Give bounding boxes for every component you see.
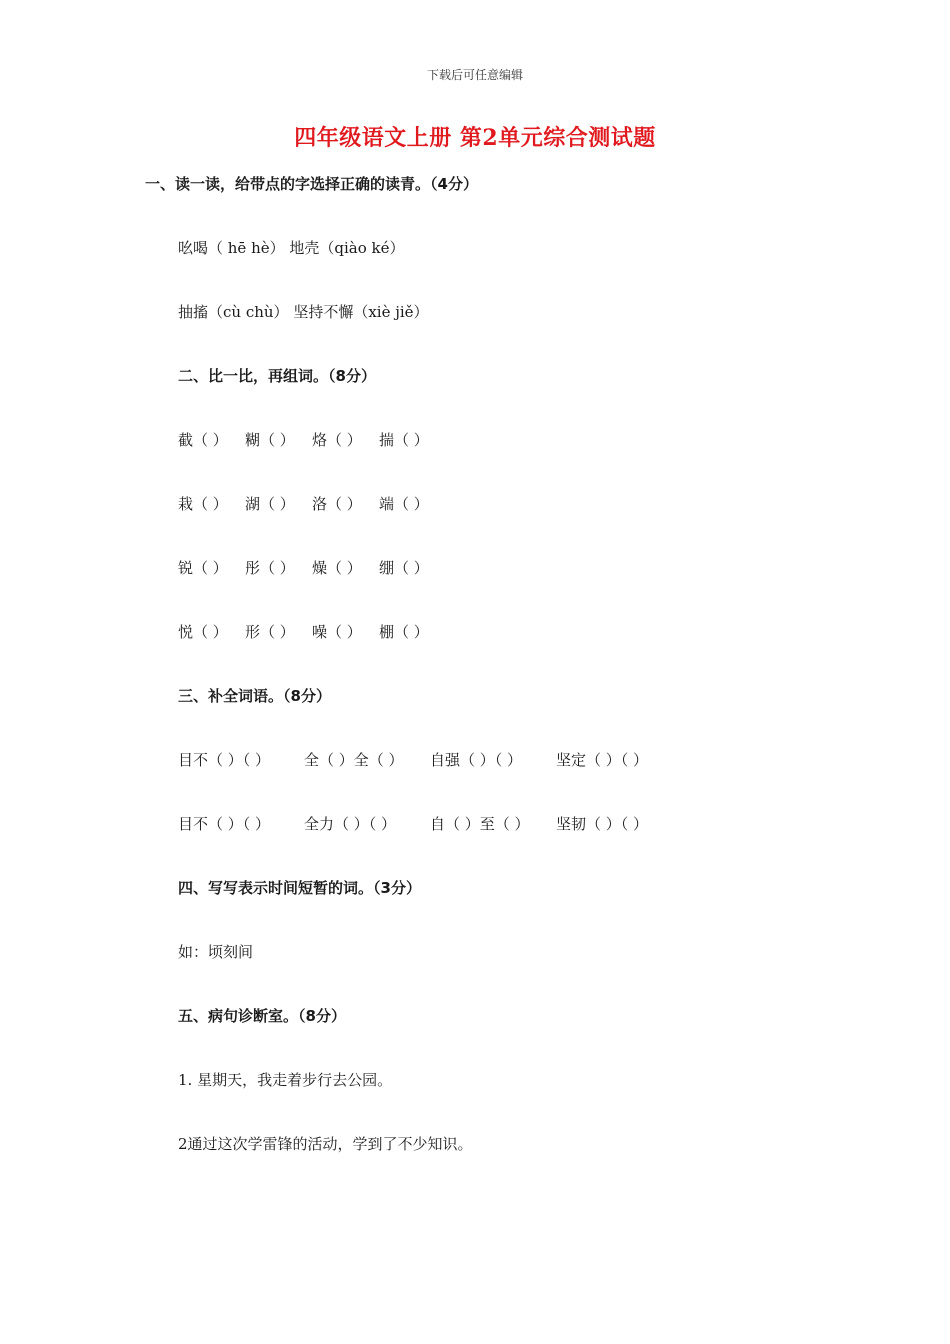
section-1-line-1: 吆喝（ hē hè） 地壳（qiào ké） (178, 239, 405, 257)
compare-row-3 (178, 558, 429, 578)
section-3-heading: 三、补全词语。（8分） (178, 687, 331, 705)
idiom-blank: 坚韧（ ）（ ） (556, 815, 649, 833)
compare-word: 截（ ） (178, 431, 228, 449)
compare-row-4 (178, 622, 429, 642)
sentence-item-2: 2通过这次学雷锋的活动，学到了不少知识。 (178, 1135, 473, 1153)
compare-word: 噪（ ） (312, 623, 362, 641)
idiom-row-1 (178, 750, 648, 770)
idiom-blank: 自（ ）至（ ） (430, 815, 530, 833)
compare-word: 形（ ） (245, 623, 295, 641)
compare-word: 洛（ ） (312, 495, 362, 513)
compare-word: 端（ ） (379, 495, 429, 513)
idiom-blank: 目不（ ）（ ） (178, 815, 271, 833)
compare-word: 烙（ ） (312, 431, 362, 449)
compare-word: 湖（ ） (245, 495, 295, 513)
compare-row-1 (178, 430, 429, 450)
section-1-heading: 一、读一读，给带点的字选择正确的读青。（4分） (145, 175, 478, 193)
idiom-blank: 全力（ ）（ ） (304, 815, 397, 833)
compare-word: 彤（ ） (245, 559, 295, 577)
section-2-heading: 二、比一比，再组词。（8分） (178, 367, 376, 385)
compare-word: 揣（ ） (379, 431, 429, 449)
compare-word: 糊（ ） (245, 431, 295, 449)
compare-word: 悦（ ） (178, 623, 228, 641)
section-5-heading: 五、病句诊断室。（8分） (178, 1007, 346, 1025)
compare-word: 绷（ ） (379, 559, 429, 577)
compare-word: 栽（ ） (178, 495, 228, 513)
idiom-blank: 坚定（ ）（ ） (556, 751, 649, 769)
compare-word: 棚（ ） (379, 623, 429, 641)
sentence-item-1: 1. 星期天，我走着步行去公园。 (178, 1071, 393, 1089)
compare-word: 燥（ ） (312, 559, 362, 577)
compare-row-2 (178, 494, 429, 514)
compare-word: 锐（ ） (178, 559, 228, 577)
document-title: 四年级语文上册 第2单元综合测试题 (294, 125, 656, 151)
idiom-row-2 (178, 814, 648, 834)
idiom-blank: 全（ ）全（ ） (304, 751, 404, 769)
idiom-blank: 自强（ ）（ ） (430, 751, 523, 769)
header-note: 下载后可任意编辑 (426, 68, 523, 82)
section-1-line-2: 抽搐（cù chù） 坚持不懈（xiè jiě） (178, 303, 429, 321)
section-4-example: 如：顷刻间 (178, 943, 254, 961)
section-4-heading: 四、写写表示时间短暂的词。（3分） (178, 879, 421, 897)
idiom-blank: 目不（ ）（ ） (178, 751, 271, 769)
